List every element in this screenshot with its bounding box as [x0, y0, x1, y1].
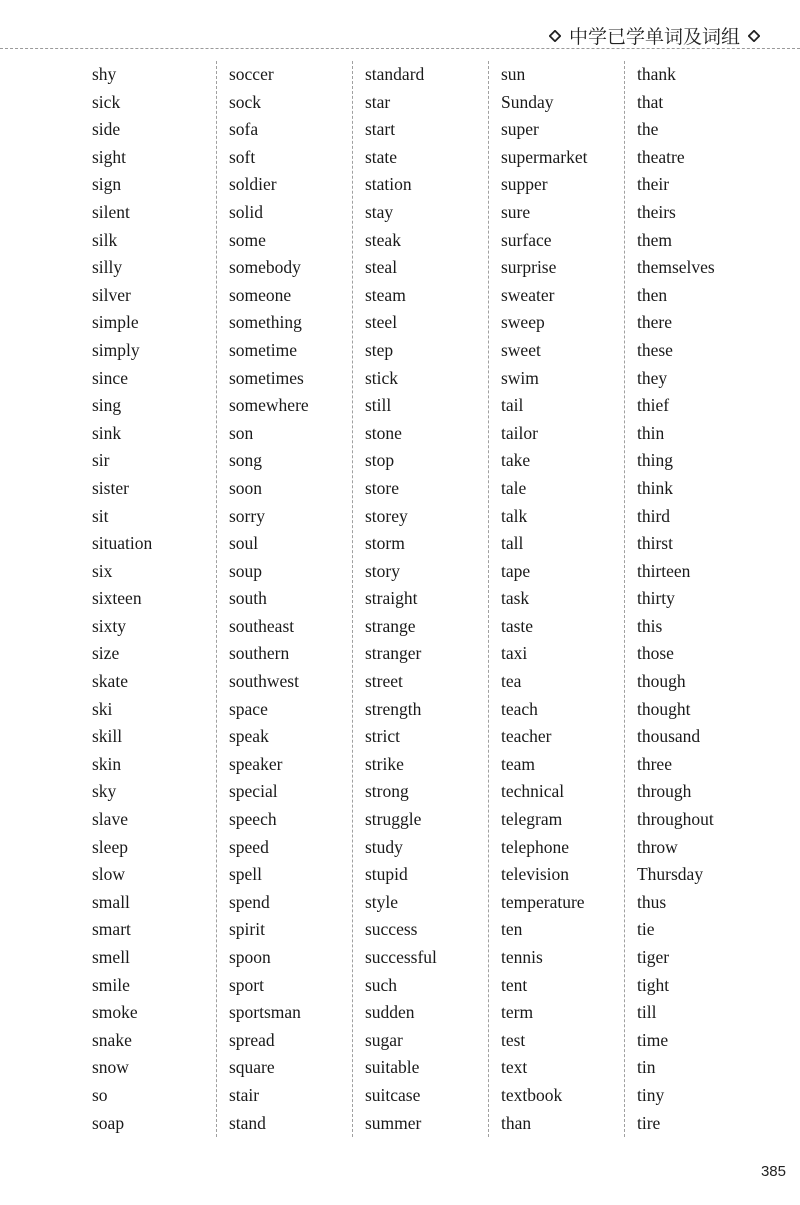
word-entry: strength — [364, 698, 422, 719]
word-entry: sportsman — [228, 1002, 301, 1023]
word-entry: success — [364, 919, 418, 940]
word-entry: tin — [636, 1057, 656, 1078]
word-entry: smile — [92, 974, 130, 995]
word-entry: song — [228, 450, 263, 471]
word-entry: than — [500, 1112, 532, 1133]
word-entry: taste — [500, 615, 534, 636]
word-entry: team — [500, 753, 535, 774]
word-entry: sign — [92, 174, 122, 195]
word-entry: think — [636, 477, 673, 498]
word-entry: soap — [92, 1112, 125, 1133]
word-entry: thirst — [636, 533, 673, 554]
word-entry: surface — [500, 229, 552, 250]
word-entry: still — [364, 395, 392, 416]
word-entry: suitcase — [364, 1084, 421, 1105]
word-entry: sing — [92, 395, 122, 416]
word-entry: text — [500, 1057, 528, 1078]
word-entry: space — [228, 698, 268, 719]
word-entry: star — [364, 91, 391, 112]
word-entry: thirteen — [636, 560, 691, 581]
word-entry: speech — [228, 809, 277, 830]
word-entry: standard — [364, 64, 425, 84]
word-entry: tall — [500, 533, 524, 554]
word-entry: steak — [364, 229, 401, 250]
word-entry: soon — [228, 477, 263, 498]
word-entry: swim — [500, 367, 539, 388]
word-entry: sight — [92, 146, 127, 167]
word-entry: sick — [92, 91, 121, 112]
word-entry: southeast — [228, 615, 295, 636]
word-entry: special — [228, 781, 278, 802]
word-entry: southwest — [228, 671, 299, 692]
word-entry: textbook — [500, 1084, 563, 1105]
word-entry: thank — [636, 64, 676, 84]
word-entry: spirit — [228, 919, 265, 940]
word-entry: simple — [92, 312, 139, 333]
word-entry: someone — [228, 284, 292, 305]
word-entry: tent — [500, 974, 528, 995]
word-entry: sofa — [228, 119, 259, 140]
word-entry: stupid — [364, 864, 408, 885]
word-entry: sock — [228, 91, 262, 112]
word-entry: theirs — [636, 201, 676, 222]
word-entry: six — [92, 560, 113, 581]
word-entry: since — [92, 367, 128, 388]
word-entry: supermarket — [500, 146, 588, 167]
word-entry: silly — [92, 257, 123, 278]
word-entry: sugar — [364, 1029, 403, 1050]
word-entry: thought — [636, 698, 691, 719]
word-entry: stair — [228, 1084, 260, 1105]
word-entry: snow — [92, 1057, 129, 1078]
word-entry: something — [228, 312, 302, 333]
word-entry: till — [636, 1002, 657, 1023]
word-entry: smart — [92, 919, 131, 940]
word-entry: thief — [636, 395, 670, 416]
word-entry: their — [636, 174, 670, 195]
word-entry: taxi — [500, 643, 528, 664]
word-entry: television — [500, 864, 570, 885]
word-entry: strict — [364, 726, 400, 747]
word-column — [624, 61, 760, 1137]
word-entry: sport — [228, 974, 264, 995]
word-entry: sleep — [92, 836, 128, 857]
word-column — [216, 61, 352, 1137]
word-entry: teacher — [500, 726, 552, 747]
word-entry: teach — [500, 698, 538, 719]
word-entry: thing — [636, 450, 673, 471]
word-entry: soldier — [228, 174, 277, 195]
word-entry: summer — [364, 1112, 422, 1133]
word-entry: task — [500, 588, 530, 609]
word-entry: step — [364, 339, 394, 360]
word-entry: suitable — [364, 1057, 420, 1078]
word-entry: sweater — [500, 284, 555, 305]
word-entry: thousand — [636, 726, 701, 747]
word-entry: situation — [92, 533, 153, 554]
word-entry: tight — [636, 974, 670, 995]
header-divider — [0, 48, 800, 49]
word-entry: struggle — [364, 809, 422, 830]
word-entry: square — [228, 1057, 275, 1078]
page-header — [549, 22, 760, 49]
word-entry: silk — [92, 229, 118, 250]
word-list — [80, 61, 760, 1137]
word-entry: sir — [92, 450, 110, 471]
word-entry: these — [636, 339, 673, 360]
word-entry: stand — [228, 1112, 266, 1133]
word-entry: style — [364, 891, 399, 912]
word-entry: talk — [500, 505, 528, 526]
word-entry: spread — [228, 1029, 275, 1050]
word-entry: spoon — [228, 947, 271, 967]
word-entry: ski — [92, 698, 113, 719]
word-entry: tie — [636, 919, 655, 940]
word-entry: super — [500, 119, 539, 140]
word-entry: sit — [92, 505, 109, 526]
word-entry: story — [364, 560, 400, 581]
word-entry: stay — [364, 201, 394, 222]
word-entry: silent — [92, 201, 130, 222]
word-entry: tea — [500, 671, 522, 692]
word-entry: sixty — [92, 615, 127, 636]
word-entry: temperature — [500, 891, 585, 912]
word-entry: tire — [636, 1112, 661, 1133]
word-entry: steal — [364, 257, 398, 278]
word-entry: though — [636, 671, 686, 692]
diamond-icon — [748, 30, 760, 42]
word-entry: tale — [500, 477, 527, 498]
word-entry: soccer — [228, 64, 274, 84]
word-entry: stone — [364, 422, 402, 443]
word-entry: those — [636, 643, 674, 664]
word-entry: tiger — [636, 947, 670, 967]
word-entry: somewhere — [228, 395, 309, 416]
word-entry: steam — [364, 284, 406, 305]
word-entry: south — [228, 588, 267, 609]
word-entry: skate — [92, 671, 128, 692]
word-column — [488, 61, 624, 1137]
word-entry: start — [364, 119, 396, 140]
word-entry: skin — [92, 753, 122, 774]
word-entry: sorry — [228, 505, 265, 526]
word-entry: so — [92, 1084, 108, 1105]
word-entry: surprise — [500, 257, 557, 278]
word-entry: term — [500, 1002, 534, 1023]
word-entry: silver — [92, 284, 131, 305]
word-entry: test — [500, 1029, 526, 1050]
word-entry: speed — [228, 836, 269, 857]
word-entry: stranger — [364, 643, 422, 664]
word-entry: speak — [228, 726, 269, 747]
word-entry: them — [636, 229, 672, 250]
word-entry: this — [636, 615, 663, 636]
word-entry: sweet — [500, 339, 541, 360]
word-entry: sky — [92, 781, 117, 802]
word-entry: such — [364, 974, 398, 995]
word-entry: then — [636, 284, 668, 305]
word-entry: sudden — [364, 1002, 415, 1023]
word-entry: supper — [500, 174, 548, 195]
word-entry: stick — [364, 367, 399, 388]
word-entry: speaker — [228, 753, 283, 774]
page-title: 中学已学单词及词组 — [568, 26, 740, 48]
word-entry: strange — [364, 615, 416, 636]
word-entry: telephone — [500, 836, 570, 857]
word-entry: throughout — [636, 809, 714, 830]
word-entry: time — [636, 1029, 669, 1050]
word-entry: steel — [364, 312, 398, 333]
word-entry: simply — [92, 339, 140, 360]
word-entry: side — [92, 119, 121, 140]
word-entry: son — [228, 422, 254, 443]
word-entry: that — [636, 91, 664, 112]
word-entry: take — [500, 450, 531, 471]
word-entry: some — [228, 229, 266, 250]
word-entry: sister — [92, 477, 129, 498]
word-entry: snake — [92, 1029, 132, 1050]
word-column — [80, 61, 216, 1137]
word-entry: spend — [228, 891, 270, 912]
word-entry: third — [636, 505, 671, 526]
word-entry: technical — [500, 781, 565, 802]
word-entry: tape — [500, 560, 531, 581]
word-entry: storey — [364, 505, 408, 526]
word-entry: strong — [364, 781, 409, 802]
word-entry: solid — [228, 201, 264, 222]
word-entry: sun — [500, 64, 526, 84]
word-entry: thirty — [636, 588, 675, 609]
word-entry: southern — [228, 643, 290, 664]
word-entry: stop — [364, 450, 395, 471]
word-entry: Thursday — [636, 864, 704, 885]
word-entry: soul — [228, 533, 259, 554]
word-entry: tailor — [500, 422, 538, 443]
word-entry: small — [92, 891, 130, 912]
word-entry: strike — [364, 753, 404, 774]
word-entry: skill — [92, 726, 123, 747]
word-entry: telegram — [500, 809, 563, 830]
word-entry: tail — [500, 395, 524, 416]
word-entry: slave — [92, 809, 128, 830]
word-entry: soft — [228, 146, 256, 167]
word-entry: street — [364, 671, 403, 692]
word-entry: somebody — [228, 257, 301, 278]
word-entry: theatre — [636, 146, 685, 167]
word-entry: smoke — [92, 1002, 138, 1023]
word-entry: tiny — [636, 1084, 665, 1105]
word-entry: sometime — [228, 339, 298, 360]
word-entry: store — [364, 477, 400, 498]
word-entry: they — [636, 367, 668, 388]
word-entry: state — [364, 146, 398, 167]
word-entry: study — [364, 836, 403, 857]
word-entry: storm — [364, 533, 405, 554]
word-entry: straight — [364, 588, 418, 609]
word-entry: throw — [636, 836, 678, 857]
word-entry: sink — [92, 422, 122, 443]
word-entry: sweep — [500, 312, 545, 333]
word-entry: station — [364, 174, 412, 195]
word-entry: the — [636, 119, 659, 140]
word-entry: ten — [500, 919, 523, 940]
word-entry: tennis — [500, 947, 543, 967]
word-entry: successful — [364, 947, 437, 967]
word-entry: smell — [92, 947, 130, 967]
word-entry: slow — [92, 864, 126, 885]
word-entry: sure — [500, 201, 531, 222]
word-entry: size — [92, 643, 120, 664]
word-entry: through — [636, 781, 692, 802]
word-entry: sometimes — [228, 367, 304, 388]
word-entry: sixteen — [92, 588, 142, 609]
page-number: 385 — [760, 1163, 786, 1180]
word-entry: spell — [228, 864, 263, 885]
word-entry: thus — [636, 891, 667, 912]
word-entry: soup — [228, 560, 263, 581]
word-column — [352, 61, 488, 1137]
word-entry: thin — [636, 422, 665, 443]
word-entry: three — [636, 753, 672, 774]
diamond-icon — [549, 30, 561, 42]
word-entry: Sunday — [500, 91, 554, 112]
word-entry: shy — [92, 64, 117, 84]
word-entry: there — [636, 312, 672, 333]
word-entry: themselves — [636, 257, 715, 278]
